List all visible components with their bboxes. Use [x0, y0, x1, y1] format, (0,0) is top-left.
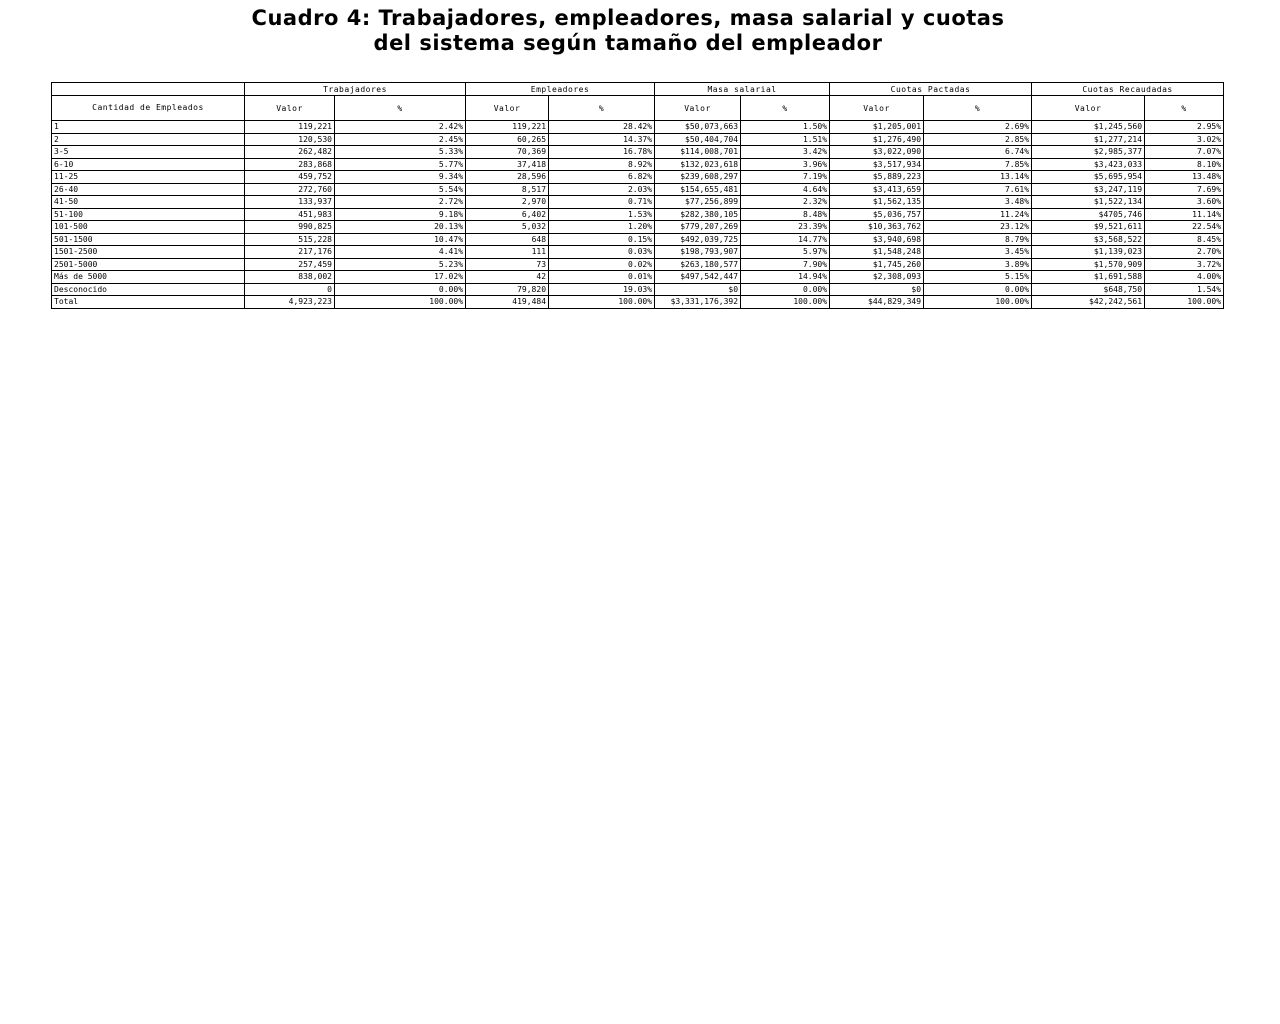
percent-cell: 8.92%: [549, 158, 655, 171]
percent-cell: 4.00%: [1145, 271, 1224, 284]
value-cell: 262,482: [245, 146, 335, 159]
value-cell: 28,596: [466, 171, 549, 184]
percent-cell: 3.60%: [1145, 196, 1224, 209]
value-cell: 4,923,223: [245, 296, 335, 309]
percent-cell: 9.18%: [335, 208, 466, 221]
percent-cell: 0.03%: [549, 246, 655, 259]
table-row: [52, 283, 1224, 296]
percent-cell: 0.00%: [741, 283, 830, 296]
percent-cell: 17.02%: [335, 271, 466, 284]
percent-cell: 2.69%: [924, 121, 1032, 134]
value-cell: 459,752: [245, 171, 335, 184]
value-cell: $3,247,119: [1032, 183, 1145, 196]
percent-cell: 5.23%: [335, 258, 466, 271]
percent-cell: 3.96%: [741, 158, 830, 171]
percent-cell: 100.00%: [924, 296, 1032, 309]
percent-cell: 14.37%: [549, 133, 655, 146]
percent-cell: 7.90%: [741, 258, 830, 271]
corner-cell: [52, 83, 245, 96]
value-cell: $5,889,223: [830, 171, 924, 184]
percent-cell: 100.00%: [741, 296, 830, 309]
percent-cell: 0.02%: [549, 258, 655, 271]
row-label: 41-50: [52, 196, 245, 209]
percent-cell: 2.70%: [1145, 246, 1224, 259]
row-label: 1: [52, 121, 245, 134]
data-table: [51, 82, 1224, 309]
value-cell: 70,369: [466, 146, 549, 159]
value-cell: $1,522,134: [1032, 196, 1145, 209]
percent-cell: 2.72%: [335, 196, 466, 209]
value-cell: $2,308,093: [830, 271, 924, 284]
value-cell: 217,176: [245, 246, 335, 259]
percent-cell: 5.54%: [335, 183, 466, 196]
table-row: [52, 133, 1224, 146]
value-cell: $44,829,349: [830, 296, 924, 309]
title-line-1: Cuadro 4: Trabajadores, empleadores, masa salarial y cuotas: [251, 6, 1005, 30]
sub-header-value: Valor: [245, 96, 335, 121]
page-title: [0, 6, 1256, 56]
value-cell: $3,423,033: [1032, 158, 1145, 171]
percent-cell: 23.39%: [741, 221, 830, 234]
percent-cell: 28.42%: [549, 121, 655, 134]
sub-header-value: Valor: [830, 96, 924, 121]
table-row: [52, 158, 1224, 171]
sub-header-pct: %: [335, 96, 466, 121]
percent-cell: 2.42%: [335, 121, 466, 134]
percent-cell: 3.02%: [1145, 133, 1224, 146]
percent-cell: 0.15%: [549, 233, 655, 246]
value-cell: 120,530: [245, 133, 335, 146]
percent-cell: 23.12%: [924, 221, 1032, 234]
row-label: 6-10: [52, 158, 245, 171]
value-cell: $5,036,757: [830, 208, 924, 221]
title-line-2: del sistema según tamaño del empleador: [373, 31, 883, 55]
value-cell: 272,760: [245, 183, 335, 196]
percent-cell: 4.64%: [741, 183, 830, 196]
value-cell: $1,276,490: [830, 133, 924, 146]
value-cell: 2,970: [466, 196, 549, 209]
value-cell: 990,825: [245, 221, 335, 234]
percent-cell: 100.00%: [335, 296, 466, 309]
value-cell: $1,745,260: [830, 258, 924, 271]
percent-cell: 3.45%: [924, 246, 1032, 259]
value-cell: $3,413,659: [830, 183, 924, 196]
percent-cell: 7.07%: [1145, 146, 1224, 159]
percent-cell: 14.94%: [741, 271, 830, 284]
value-cell: 451,983: [245, 208, 335, 221]
group-header: Trabajadores: [245, 83, 466, 96]
row-label: 3-5: [52, 146, 245, 159]
sub-header-row: [52, 96, 1224, 121]
percent-cell: 7.19%: [741, 171, 830, 184]
value-cell: $492,039,725: [655, 233, 741, 246]
table-row: [52, 271, 1224, 284]
value-cell: $282,380,105: [655, 208, 741, 221]
percent-cell: 2.32%: [741, 196, 830, 209]
value-cell: $0: [830, 283, 924, 296]
value-cell: 648: [466, 233, 549, 246]
percent-cell: 2.45%: [335, 133, 466, 146]
sub-header-pct: %: [924, 96, 1032, 121]
value-cell: $3,517,934: [830, 158, 924, 171]
value-cell: $132,023,618: [655, 158, 741, 171]
percent-cell: 1.53%: [549, 208, 655, 221]
percent-cell: 8.45%: [1145, 233, 1224, 246]
percent-cell: 4.41%: [335, 246, 466, 259]
value-cell: $1,562,135: [830, 196, 924, 209]
percent-cell: 0.00%: [335, 283, 466, 296]
value-cell: 60,265: [466, 133, 549, 146]
table-row: [52, 221, 1224, 234]
value-cell: 0: [245, 283, 335, 296]
percent-cell: 8.48%: [741, 208, 830, 221]
table-row: [52, 146, 1224, 159]
percent-cell: 1.20%: [549, 221, 655, 234]
value-cell: 79,820: [466, 283, 549, 296]
value-cell: $10,363,762: [830, 221, 924, 234]
value-cell: $5,695,954: [1032, 171, 1145, 184]
value-cell: $779,207,269: [655, 221, 741, 234]
percent-cell: 14.77%: [741, 233, 830, 246]
value-cell: 133,937: [245, 196, 335, 209]
value-cell: $648,750: [1032, 283, 1145, 296]
value-cell: $1,548,248: [830, 246, 924, 259]
row-label: 501-1500: [52, 233, 245, 246]
percent-cell: 1.54%: [1145, 283, 1224, 296]
percent-cell: 0.01%: [549, 271, 655, 284]
table-row: [52, 196, 1224, 209]
percent-cell: 2.95%: [1145, 121, 1224, 134]
value-cell: $1,245,560: [1032, 121, 1145, 134]
percent-cell: 7.61%: [924, 183, 1032, 196]
row-label: Desconocido: [52, 283, 245, 296]
percent-cell: 3.48%: [924, 196, 1032, 209]
table-row: [52, 246, 1224, 259]
row-label: 2: [52, 133, 245, 146]
value-cell: $497,542,447: [655, 271, 741, 284]
table-row: [52, 258, 1224, 271]
value-cell: $3,331,176,392: [655, 296, 741, 309]
percent-cell: 1.50%: [741, 121, 830, 134]
value-cell: 257,459: [245, 258, 335, 271]
value-cell: 515,228: [245, 233, 335, 246]
sub-header-value: Valor: [1032, 96, 1145, 121]
percent-cell: 5.33%: [335, 146, 466, 159]
sub-header-pct: %: [549, 96, 655, 121]
value-cell: 111: [466, 246, 549, 259]
value-cell: $50,073,663: [655, 121, 741, 134]
percent-cell: 100.00%: [1145, 296, 1224, 309]
sub-header-value: Valor: [466, 96, 549, 121]
percent-cell: 3.72%: [1145, 258, 1224, 271]
percent-cell: 10.47%: [335, 233, 466, 246]
value-cell: 119,221: [466, 121, 549, 134]
value-cell: 838,002: [245, 271, 335, 284]
value-cell: $42,242,561: [1032, 296, 1145, 309]
sub-header-value: Valor: [655, 96, 741, 121]
percent-cell: 11.14%: [1145, 208, 1224, 221]
table-body: [52, 121, 1224, 309]
percent-cell: 7.69%: [1145, 183, 1224, 196]
value-cell: $198,793,907: [655, 246, 741, 259]
percent-cell: 3.89%: [924, 258, 1032, 271]
row-label: 51-100: [52, 208, 245, 221]
value-cell: $1,570,909: [1032, 258, 1145, 271]
value-cell: $263,180,577: [655, 258, 741, 271]
table-row: [52, 183, 1224, 196]
value-cell: $9,521,611: [1032, 221, 1145, 234]
value-cell: $239,608,297: [655, 171, 741, 184]
value-cell: $4705,746: [1032, 208, 1145, 221]
percent-cell: 2.03%: [549, 183, 655, 196]
group-header: Empleadores: [466, 83, 655, 96]
value-cell: 73: [466, 258, 549, 271]
percent-cell: 100.00%: [549, 296, 655, 309]
group-header: Masa salarial: [655, 83, 830, 96]
table-row: [52, 233, 1224, 246]
value-cell: $3,568,522: [1032, 233, 1145, 246]
percent-cell: 3.42%: [741, 146, 830, 159]
value-cell: $3,022,090: [830, 146, 924, 159]
value-cell: 6,402: [466, 208, 549, 221]
percent-cell: 2.85%: [924, 133, 1032, 146]
percent-cell: 20.13%: [335, 221, 466, 234]
percent-cell: 19.03%: [549, 283, 655, 296]
percent-cell: 1.51%: [741, 133, 830, 146]
percent-cell: 0.71%: [549, 196, 655, 209]
value-cell: $1,139,023: [1032, 246, 1145, 259]
percent-cell: 22.54%: [1145, 221, 1224, 234]
value-cell: 283,868: [245, 158, 335, 171]
value-cell: $3,940,698: [830, 233, 924, 246]
percent-cell: 8.10%: [1145, 158, 1224, 171]
row-header-label: Cantidad de Empleados: [52, 96, 245, 121]
row-label: Más de 5000: [52, 271, 245, 284]
group-header: Cuotas Pactadas: [830, 83, 1032, 96]
table-row: [52, 208, 1224, 221]
percent-cell: 8.79%: [924, 233, 1032, 246]
value-cell: 8,517: [466, 183, 549, 196]
value-cell: $0: [655, 283, 741, 296]
value-cell: 119,221: [245, 121, 335, 134]
percent-cell: 5.15%: [924, 271, 1032, 284]
value-cell: $2,985,377: [1032, 146, 1145, 159]
percent-cell: 9.34%: [335, 171, 466, 184]
value-cell: $77,256,899: [655, 196, 741, 209]
row-label: 2501-5000: [52, 258, 245, 271]
row-label: 26-40: [52, 183, 245, 196]
sub-header-pct: %: [1145, 96, 1224, 121]
percent-cell: 11.24%: [924, 208, 1032, 221]
percent-cell: 13.48%: [1145, 171, 1224, 184]
row-label: 1501-2500: [52, 246, 245, 259]
percent-cell: 16.78%: [549, 146, 655, 159]
percent-cell: 7.85%: [924, 158, 1032, 171]
group-header: Cuotas Recaudadas: [1032, 83, 1224, 96]
value-cell: 37,418: [466, 158, 549, 171]
percent-cell: 5.97%: [741, 246, 830, 259]
value-cell: $1,277,214: [1032, 133, 1145, 146]
table-row: [52, 171, 1224, 184]
table-row: [52, 296, 1224, 309]
value-cell: $1,691,588: [1032, 271, 1145, 284]
row-label: 11-25: [52, 171, 245, 184]
value-cell: $114,008,701: [655, 146, 741, 159]
percent-cell: 13.14%: [924, 171, 1032, 184]
value-cell: 5,032: [466, 221, 549, 234]
group-header-row: [52, 83, 1224, 96]
percent-cell: 6.82%: [549, 171, 655, 184]
value-cell: $1,205,001: [830, 121, 924, 134]
table-row: [52, 121, 1224, 134]
row-label: Total: [52, 296, 245, 309]
percent-cell: 0.00%: [924, 283, 1032, 296]
percent-cell: 5.77%: [335, 158, 466, 171]
value-cell: $154,655,481: [655, 183, 741, 196]
value-cell: 419,484: [466, 296, 549, 309]
value-cell: $50,404,704: [655, 133, 741, 146]
row-label: 101-500: [52, 221, 245, 234]
sub-header-pct: %: [741, 96, 830, 121]
value-cell: 42: [466, 271, 549, 284]
percent-cell: 6.74%: [924, 146, 1032, 159]
